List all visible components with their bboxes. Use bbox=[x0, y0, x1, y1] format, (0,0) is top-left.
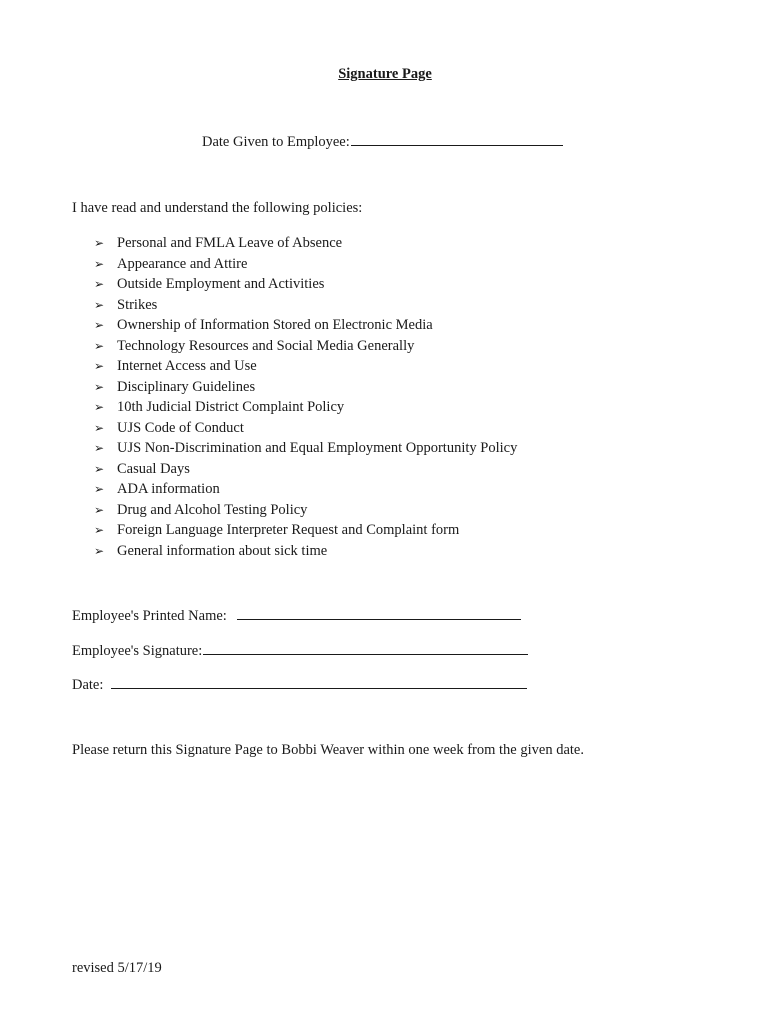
list-item bbox=[94, 397, 517, 418]
list-item bbox=[94, 233, 517, 254]
policy-label: General information about sick time bbox=[117, 542, 328, 559]
printed-name-field bbox=[72, 607, 521, 625]
policy-list bbox=[94, 233, 517, 561]
list-item bbox=[94, 336, 517, 357]
policy-label: Technology Resources and Social Media Generally bbox=[117, 337, 415, 354]
date-given-label: Date Given to Employee: bbox=[202, 134, 350, 150]
page-title: Signature Page bbox=[338, 66, 432, 82]
policy-label: Appearance and Attire bbox=[117, 255, 248, 272]
arrow-bullet-icon: ➢ bbox=[94, 277, 105, 291]
date-blank-line[interactable] bbox=[111, 676, 527, 689]
policy-label: Internet Access and Use bbox=[117, 358, 257, 374]
arrow-bullet-icon: ➢ bbox=[94, 236, 105, 250]
policy-label: 10th Judicial District Complaint Policy bbox=[117, 399, 345, 415]
list-item bbox=[94, 541, 517, 562]
signature-field bbox=[72, 642, 528, 660]
list-item bbox=[94, 520, 517, 541]
signature-blank-line[interactable] bbox=[203, 642, 528, 655]
arrow-bullet-icon: ➢ bbox=[94, 256, 105, 271]
list-item bbox=[94, 479, 517, 500]
arrow-bullet-icon: ➢ bbox=[94, 461, 105, 476]
policy-label: Disciplinary Guidelines bbox=[117, 378, 256, 395]
date-given-blank-line[interactable] bbox=[351, 133, 563, 146]
date-label: Date: bbox=[72, 677, 104, 693]
printed-name-blank-line[interactable] bbox=[237, 607, 521, 620]
policy-label: Drug and Alcohol Testing Policy bbox=[117, 501, 308, 518]
list-item bbox=[94, 418, 517, 439]
policy-label: Strikes bbox=[117, 296, 158, 313]
list-item bbox=[94, 274, 517, 295]
list-item bbox=[94, 377, 517, 398]
policy-label: Personal and FMLA Leave of Absence bbox=[117, 235, 343, 251]
policy-label: Outside Employment and Activities bbox=[117, 276, 325, 292]
date-field bbox=[72, 676, 527, 694]
arrow-bullet-icon: ➢ bbox=[94, 400, 105, 414]
list-item bbox=[94, 356, 517, 377]
arrow-bullet-icon: ➢ bbox=[94, 359, 105, 373]
arrow-bullet-icon: ➢ bbox=[94, 502, 105, 517]
arrow-bullet-icon: ➢ bbox=[94, 482, 105, 496]
list-item bbox=[94, 500, 517, 521]
list-item bbox=[94, 459, 517, 480]
printed-name-label: Employee's Printed Name: bbox=[72, 608, 227, 624]
arrow-bullet-icon: ➢ bbox=[94, 523, 105, 537]
date-given-field bbox=[202, 133, 563, 151]
return-instructions: Please return this Signature Page to Bobbi Weaver within one week from the given date. bbox=[72, 742, 584, 758]
arrow-bullet-icon: ➢ bbox=[94, 420, 105, 435]
intro-statement: I have read and understand the following policies: bbox=[72, 200, 363, 216]
policy-label: ADA information bbox=[117, 481, 220, 497]
signature-label: Employee's Signature: bbox=[72, 643, 203, 659]
arrow-bullet-icon: ➢ bbox=[94, 338, 105, 353]
list-item bbox=[94, 295, 517, 316]
revision-date: revised 5/17/19 bbox=[72, 960, 162, 976]
arrow-bullet-icon: ➢ bbox=[94, 543, 105, 558]
arrow-bullet-icon: ➢ bbox=[94, 297, 105, 312]
list-item bbox=[94, 438, 517, 459]
arrow-bullet-icon: ➢ bbox=[94, 441, 105, 455]
policy-label: UJS Code of Conduct bbox=[117, 419, 244, 436]
list-item bbox=[94, 254, 517, 275]
arrow-bullet-icon: ➢ bbox=[94, 379, 105, 394]
policy-label: UJS Non-Discrimination and Equal Employment Opportunity Policy bbox=[117, 440, 518, 456]
policy-label: Casual Days bbox=[117, 460, 190, 477]
arrow-bullet-icon: ➢ bbox=[94, 318, 105, 332]
list-item bbox=[94, 315, 517, 336]
policy-label: Ownership of Information Stored on Electronic Media bbox=[117, 317, 433, 333]
policy-label: Foreign Language Interpreter Request and Complaint form bbox=[117, 522, 460, 538]
